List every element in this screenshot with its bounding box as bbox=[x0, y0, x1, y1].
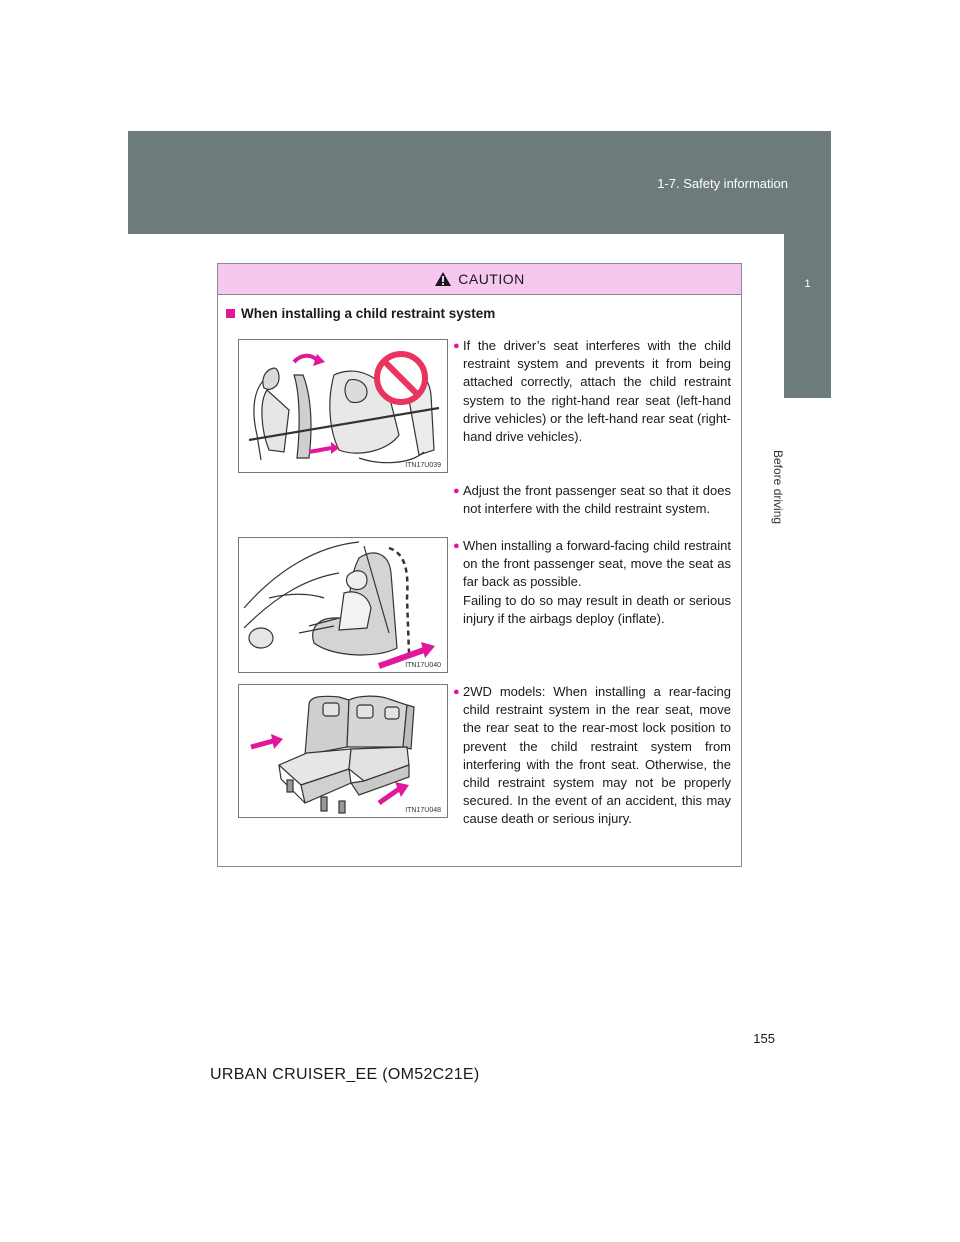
illustration-driver-seat bbox=[239, 340, 447, 472]
bullet-item bbox=[453, 337, 731, 446]
illustration-rear-seat bbox=[239, 685, 447, 817]
caution-title: CAUTION bbox=[458, 271, 525, 287]
chapter-number: 1 bbox=[804, 278, 811, 290]
caution-subheading-text: When installing a child restraint system bbox=[241, 306, 496, 321]
square-bullet-icon bbox=[226, 309, 235, 318]
bullet-text: Adjust the front passenger seat so that it does not interfere with the child restraint system. bbox=[463, 483, 731, 517]
bullet-text: 2WD models: When installing a rear-facing child restraint system in the rear seat, move the rear seat to the rear-most lock position to prevent the child restraint system from interfering with the front seat. Otherwise, the child restraint system may not be properly secured. In the event of an accident, this may cause death or serious injury. bbox=[463, 684, 731, 827]
caution-box bbox=[217, 263, 742, 867]
chapter-label-text: Before driving bbox=[771, 450, 785, 525]
figure-code: ITN17U040 bbox=[405, 662, 441, 669]
round-bullet-icon: ● bbox=[453, 540, 460, 552]
figure-rear-seat-slide bbox=[238, 684, 448, 818]
illustration-forward-facing-seat bbox=[239, 538, 447, 672]
model-code: URBAN CRUISER_EE (OM52C21E) bbox=[210, 1066, 480, 1083]
chapter-tab bbox=[784, 234, 831, 398]
figure-forward-facing-seat bbox=[238, 537, 448, 673]
round-bullet-icon: ● bbox=[453, 485, 460, 497]
bullet-text: When installing a forward-facing child restraint on the front passenger seat, move the seat as far back as possible. bbox=[463, 538, 731, 590]
prohibition-icon bbox=[377, 354, 425, 402]
round-bullet-icon: ● bbox=[453, 340, 460, 352]
figure-driver-seat-interference bbox=[238, 339, 448, 473]
figure-code: ITN17U039 bbox=[405, 462, 441, 469]
bullet-continuation: Failing to do so may result in death or serious injury if the airbags deploy (inflate). bbox=[463, 592, 731, 626]
page-number: 155 bbox=[753, 1031, 775, 1046]
round-bullet-icon: ● bbox=[453, 686, 460, 698]
bullet-item bbox=[453, 537, 731, 628]
bullet-text: If the driver’s seat interferes with the child restraint system and prevents it from being attached correctly, attach the child restraint system to the right-hand rear seat (left-hand drive vehicles) or the left-hand rear seat (right-hand drive vehicles). bbox=[463, 338, 731, 445]
warning-triangle-icon bbox=[434, 271, 452, 287]
section-title: 1-7. Safety information bbox=[657, 176, 788, 191]
bullet-item bbox=[453, 482, 731, 518]
caution-header bbox=[218, 264, 741, 295]
figure-code: ITN17U048 bbox=[405, 807, 441, 814]
bullet-item bbox=[453, 683, 731, 829]
caution-subheading bbox=[226, 306, 495, 321]
